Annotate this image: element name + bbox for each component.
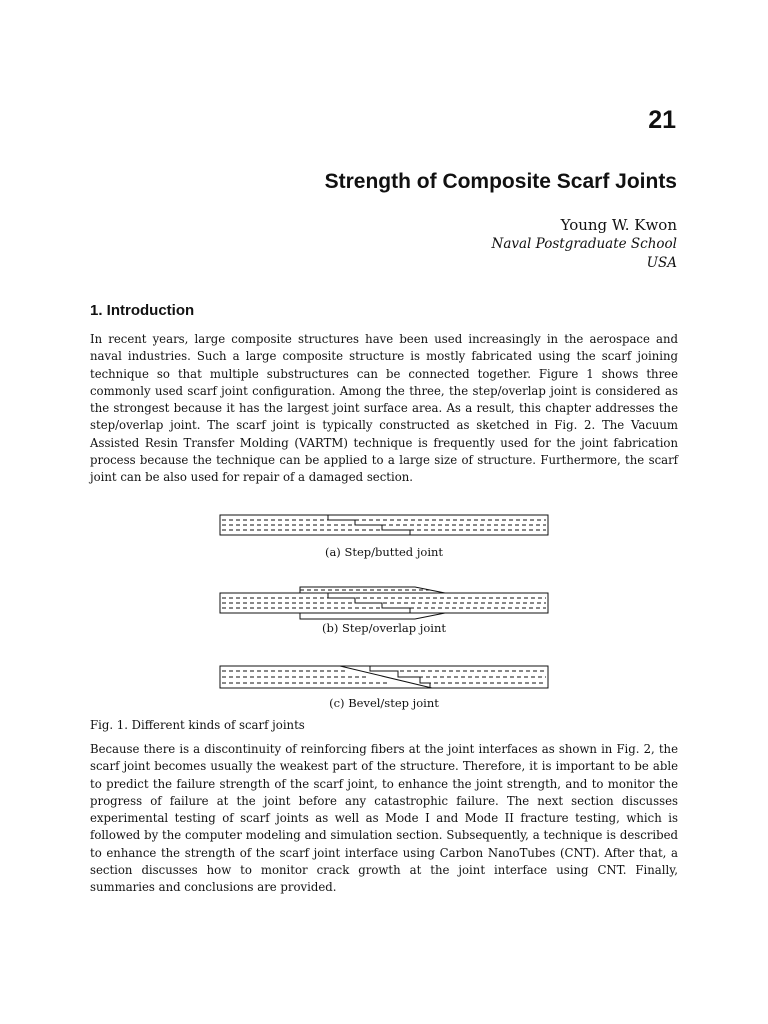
figure-caption: Fig. 1. Different kinds of scarf joints bbox=[90, 718, 305, 732]
section-heading: 1. Introduction bbox=[90, 302, 195, 319]
scarf-joints-figure bbox=[0, 500, 768, 715]
subcaption-bevel-step: (c) Bevel/step joint bbox=[329, 696, 439, 710]
author-block bbox=[492, 216, 677, 273]
step-overlap-joint-diagram bbox=[220, 587, 548, 619]
bevel-step-joint-diagram bbox=[220, 666, 548, 688]
chapter-number: 21 bbox=[648, 106, 676, 134]
paragraph-discontinuity: Because there is a discontinuity of reinforcing fibers at the joint interfaces as shown in Fig. 2, the scarf joint becomes usually the weakest part of the structure. Therefore, it is important to be able to predict the failure strength of the scarf joint, to enhance the joint strength, and to monitor the progress of failure at the joint before any catastrophic failure. The next section discusses experimental testing of scarf joints as well as Mode I and Mode II fracture testing, which is followed by the computer modeling and simulation section. Subsequently, a technique is described to enhance the strength of the scarf joint interface using Carbon NanoTubes (CNT). After that, a section discusses how to monitor crack growth at the joint interface using CNT. Finally, summaries and conclusions are provided. bbox=[90, 742, 678, 895]
author-country: USA bbox=[646, 255, 677, 271]
author-name: Young W. Kwon bbox=[560, 216, 677, 234]
paragraph-intro: In recent years, large composite structures have been used increasingly in the aerospace and naval industries. Such a large composite structure is mostly fabricated using the scarf joining technique so that multiple substructures can be connected together. Figure 1 shows three commonly used scarf joint configuration. Among the three, the step/overlap joint is considered as the strongest because it has the largest joint surface area. As a result, this chapter addresses the step/overlap joint. The scarf joint is typically constructed as sketched in Fig. 2. The Vacuum Assisted Resin Transfer Molding (VARTM) technique is frequently used for the joint fabrication process because the technique can be applied to a large size of structure. Furthermore, the scarf joint can be also used for repair of a damaged section. bbox=[90, 332, 678, 485]
subcaption-step-butted: (a) Step/butted joint bbox=[324, 545, 444, 559]
author-affiliation: Naval Postgraduate School bbox=[491, 236, 677, 252]
subcaption-step-overlap: (b) Step/overlap joint bbox=[321, 621, 446, 635]
step-butted-joint-diagram bbox=[220, 515, 548, 535]
chapter-title: Strength of Composite Scarf Joints bbox=[324, 170, 677, 193]
